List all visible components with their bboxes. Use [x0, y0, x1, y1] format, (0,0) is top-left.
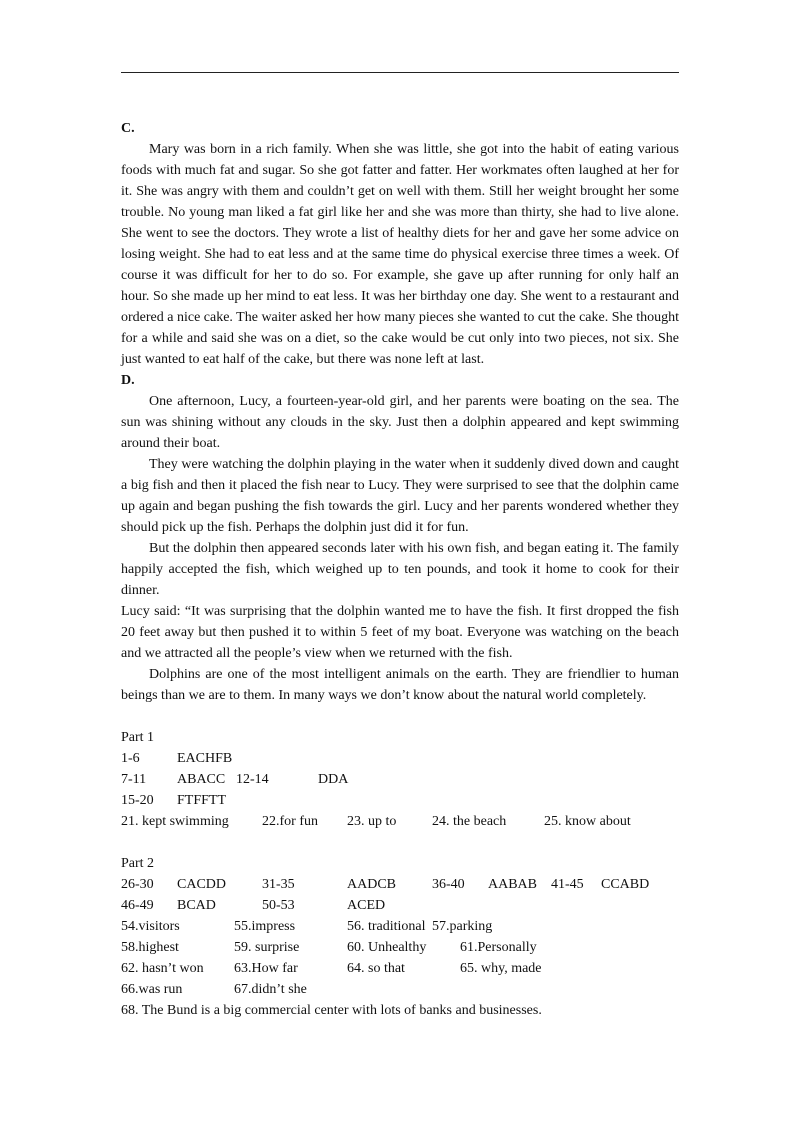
answer-value: CCABD — [601, 877, 650, 892]
answer-item: 57.parking — [432, 919, 493, 934]
answer-row — [121, 916, 679, 937]
section-d-paragraph-5: Dolphins are one of the most intelligent animals on the earth. They are friendlier to human beings than we are to them. In many ways we don’t know about the natural world completely. — [121, 667, 679, 703]
answer-row — [121, 790, 679, 811]
answer-item: 56. traditional — [347, 919, 426, 934]
answer-item: 60. Unhealthy — [347, 940, 427, 955]
section-c-paragraph: Mary was born in a rich family. When she was little, she got into the habit of eating various foods with much fat and sugar. So she got fatter and fatter. Her workmates often laughed at her for it. She was angry with them and couldn’t get on well with them. Still her weight brought her some trouble. No young man liked a fat girl like her and she was more than thirty, she had to live alone. She went to see the doctors. They wrote a list of healthy diets for her and gave her some advice on losing weight. She had to eat less and at the same time do physical exercise three times a week. Of course it was difficult for her to do so. For example, she gave up after running for only half an hour. So she made up her mind to eat less. It was her birthday one day. She went to a restaurant and ordered a nice cake. The waiter asked her how many pieces she wanted to cut the cake. She thought for a while and said she was on a diet, so the cake would be cut only into two pieces, not six. She just wanted to eat half of the cake, but there was none left at last. — [121, 142, 679, 367]
answer-row — [121, 874, 679, 895]
answer-row — [121, 811, 679, 832]
answer-row — [121, 1000, 679, 1021]
answer-range: 31-35 — [262, 877, 295, 892]
answer-value: BCAD — [177, 898, 216, 913]
answer-item: 21. kept swimming — [121, 814, 229, 829]
answer-item: 24. the beach — [432, 814, 507, 829]
answer-row — [121, 958, 679, 979]
answer-item: 63.How far — [234, 961, 298, 976]
header-rule — [121, 72, 679, 73]
answer-item: 23. up to — [347, 814, 397, 829]
answer-value: ABACC — [177, 772, 226, 787]
section-d-paragraph-1: One afternoon, Lucy, a fourteen-year-old girl, and her parents were boating on the sea. The sun was shining without any clouds in the sky. Just then a dolphin appeared and kept swimming around their boat. — [121, 394, 679, 451]
answer-value: FTFFTT — [177, 793, 227, 808]
answer-range: 15-20 — [121, 793, 154, 808]
answer-range: 36-40 — [432, 877, 465, 892]
answer-value: AADCB — [347, 877, 397, 892]
answer-item: 62. hasn’t won — [121, 961, 204, 976]
part2-title — [121, 853, 679, 874]
answer-item: 25. know about — [544, 814, 631, 829]
answer-item: 58.highest — [121, 940, 179, 955]
section-c-heading: C. — [121, 121, 135, 136]
answer-sentence: 68. The Bund is a big commercial center with lots of banks and businesses. — [121, 1003, 542, 1018]
answer-range: 26-30 — [121, 877, 154, 892]
section-d-paragraph-4: Lucy said: “It was surprising that the dolphin wanted me to have the fish. It first dropped the fish 20 feet away but then pushed it to within 5 feet of my boat. Everyone was watching on the beach and we attracted all the people’s view when we returned with the fish. — [121, 604, 679, 661]
answer-range: 7-11 — [121, 772, 147, 787]
answer-range: 46-49 — [121, 898, 154, 913]
answer-row — [121, 937, 679, 958]
answer-item: 22.for fun — [262, 814, 318, 829]
answer-item: 59. surprise — [234, 940, 300, 955]
answer-item: 66.was run — [121, 982, 183, 997]
answer-item: 67.didn’t she — [234, 982, 307, 997]
answer-range: 50-53 — [262, 898, 295, 913]
answer-row — [121, 895, 679, 916]
answer-item: 54.visitors — [121, 919, 180, 934]
answer-value: EACHFB — [177, 751, 233, 766]
section-d-paragraph-3: But the dolphin then appeared seconds later with his own fish, and began eating it. The family happily accepted the fish, which weighed up to ten pounds, and took it home to cook for their dinner. — [121, 541, 679, 598]
answer-value: CACDD — [177, 877, 227, 892]
answer-value: ACED — [347, 898, 386, 913]
answer-item: 55.impress — [234, 919, 296, 934]
part1-title — [121, 727, 679, 748]
answer-range: 1-6 — [121, 751, 140, 766]
answer-item: 61.Personally — [460, 940, 537, 955]
section-d-heading: D. — [121, 373, 135, 388]
answer-value: AABAB — [488, 877, 538, 892]
answer-row — [121, 769, 679, 790]
answer-item: 64. so that — [347, 961, 405, 976]
answer-item: 65. why, made — [460, 961, 542, 976]
answer-value: DDA — [318, 772, 349, 787]
answer-row — [121, 748, 679, 769]
answer-row — [121, 979, 679, 1000]
answer-range: 41-45 — [551, 877, 584, 892]
part1-title-text: Part 1 — [121, 730, 155, 745]
section-d-paragraph-2: They were watching the dolphin playing in the water when it suddenly dived down and caught a big fish and then it placed the fish near to Lucy. They were surprised to see that the dolphin came up again and began pushing the fish towards the girl. Lucy and her parents wondered whether they should pick up the fish. Perhaps the dolphin just did it for fun. — [121, 457, 679, 535]
part2-title-text: Part 2 — [121, 856, 155, 871]
document-body — [121, 118, 679, 1021]
answer-range: 12-14 — [236, 772, 269, 787]
